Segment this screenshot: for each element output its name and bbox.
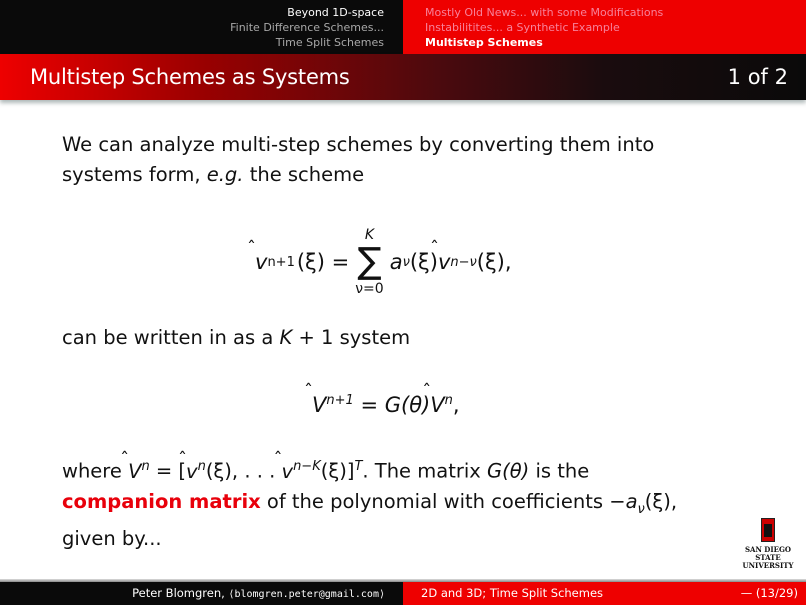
companion-paragraph [62, 452, 677, 554]
system-equation [312, 393, 460, 417]
superscript: n−K [293, 459, 321, 474]
nav-section-finite-difference[interactable]: Finite Difference Schemes... [230, 21, 384, 34]
footer-page-number: — (13/29) [740, 586, 798, 600]
nav-section-beyond-1d[interactable]: Beyond 1D-space [287, 6, 384, 19]
text: the scheme [243, 163, 365, 186]
theta-arg: (θ) [401, 393, 431, 417]
frame-counter: 1 of 2 [727, 65, 788, 89]
sum-upper-limit: K [364, 227, 375, 243]
text: systems form, [62, 163, 207, 186]
eg-text: e.g. [206, 163, 244, 186]
superscript: n−ν [450, 254, 477, 270]
superscript: n [444, 393, 453, 408]
superscript: n [197, 459, 206, 474]
text: is the [529, 459, 590, 483]
G-theta: G(θ) [487, 459, 530, 483]
text: can be written in as a [62, 326, 280, 349]
subsection-nav [403, 0, 806, 54]
footer-section-title[interactable]: 2D and 3D; Time Split Schemes [421, 586, 604, 600]
text: (ξ), . . . [205, 459, 282, 483]
lhs-arg: (ξ) = [296, 250, 350, 274]
header-navigation [0, 0, 806, 54]
v-hat: ̂ v [186, 457, 198, 487]
logo-line-1: SAN DIEGO STATE [744, 545, 792, 562]
logo-line-2: UNIVERSITY [742, 561, 794, 570]
footer-author [0, 582, 403, 605]
text: (ξ)] [320, 459, 355, 483]
coef-arg: (ξ) [409, 250, 438, 274]
superscript: n [141, 459, 150, 474]
transpose: T [354, 459, 363, 474]
v-hat: ̂ v [438, 250, 450, 274]
equals: = [353, 393, 385, 417]
footer [0, 582, 806, 605]
system-sentence [62, 326, 410, 349]
coefficient: a [389, 250, 403, 274]
companion-matrix-term: companion matrix [62, 489, 261, 513]
frame-title: Multistep Schemes as Systems [30, 65, 350, 89]
rhs-arg: (ξ), [476, 250, 512, 274]
intro-line-2 [62, 160, 762, 190]
V-hat: ̂ V [312, 393, 326, 417]
sum-lower-limit: ν=0 [355, 281, 384, 297]
footer-section [403, 582, 806, 605]
companion-line-3: given by... [62, 527, 162, 551]
sdsu-logo [735, 518, 801, 570]
text: = [ [149, 459, 187, 483]
a: a [625, 489, 638, 513]
G: G [384, 393, 402, 417]
author-email: ⟨blomgren.peter@gmail.com⟩ [228, 589, 385, 600]
intro-paragraph [62, 130, 762, 190]
v-hat: ̂ v [282, 457, 294, 487]
text: of the polynomial with coefficients − [260, 489, 626, 513]
intro-line-1: We can analyze multi-step schemes by converting them into [62, 133, 655, 156]
V-hat: ̂ V [430, 393, 444, 417]
multistep-equation [255, 222, 512, 302]
v-hat: ̂ v [255, 250, 267, 274]
text: where [62, 459, 129, 483]
text: (ξ), [644, 489, 678, 513]
superscript: n+1 [326, 393, 354, 408]
V-hat: ̂ V [128, 457, 141, 487]
frame-title-bar [0, 54, 806, 100]
section-nav [0, 0, 403, 54]
sdsu-emblem-icon [761, 518, 775, 542]
nav-subsection-instabilities[interactable]: Instabilitites... a Synthetic Example [425, 21, 620, 34]
author-name: Peter Blomgren, [132, 586, 229, 600]
nav-section-time-split[interactable]: Time Split Schemes [275, 36, 384, 49]
superscript: n+1 [267, 254, 295, 270]
math-K: K [279, 326, 293, 349]
companion-line-2 [62, 487, 677, 525]
companion-line-1 [62, 452, 677, 487]
nav-subsection-multistep[interactable]: Multistep Schemes [425, 36, 543, 49]
sum-symbol: ∑ [357, 241, 382, 282]
summation [355, 228, 383, 296]
subscript: ν [402, 254, 410, 270]
comma: , [452, 393, 460, 417]
text: . The matrix [362, 459, 488, 483]
logo-text [735, 546, 801, 570]
nav-subsection-old-news[interactable]: Mostly Old News... with some Modifications [425, 6, 664, 19]
text: + 1 system [292, 326, 411, 349]
subscript: ν [637, 501, 645, 517]
